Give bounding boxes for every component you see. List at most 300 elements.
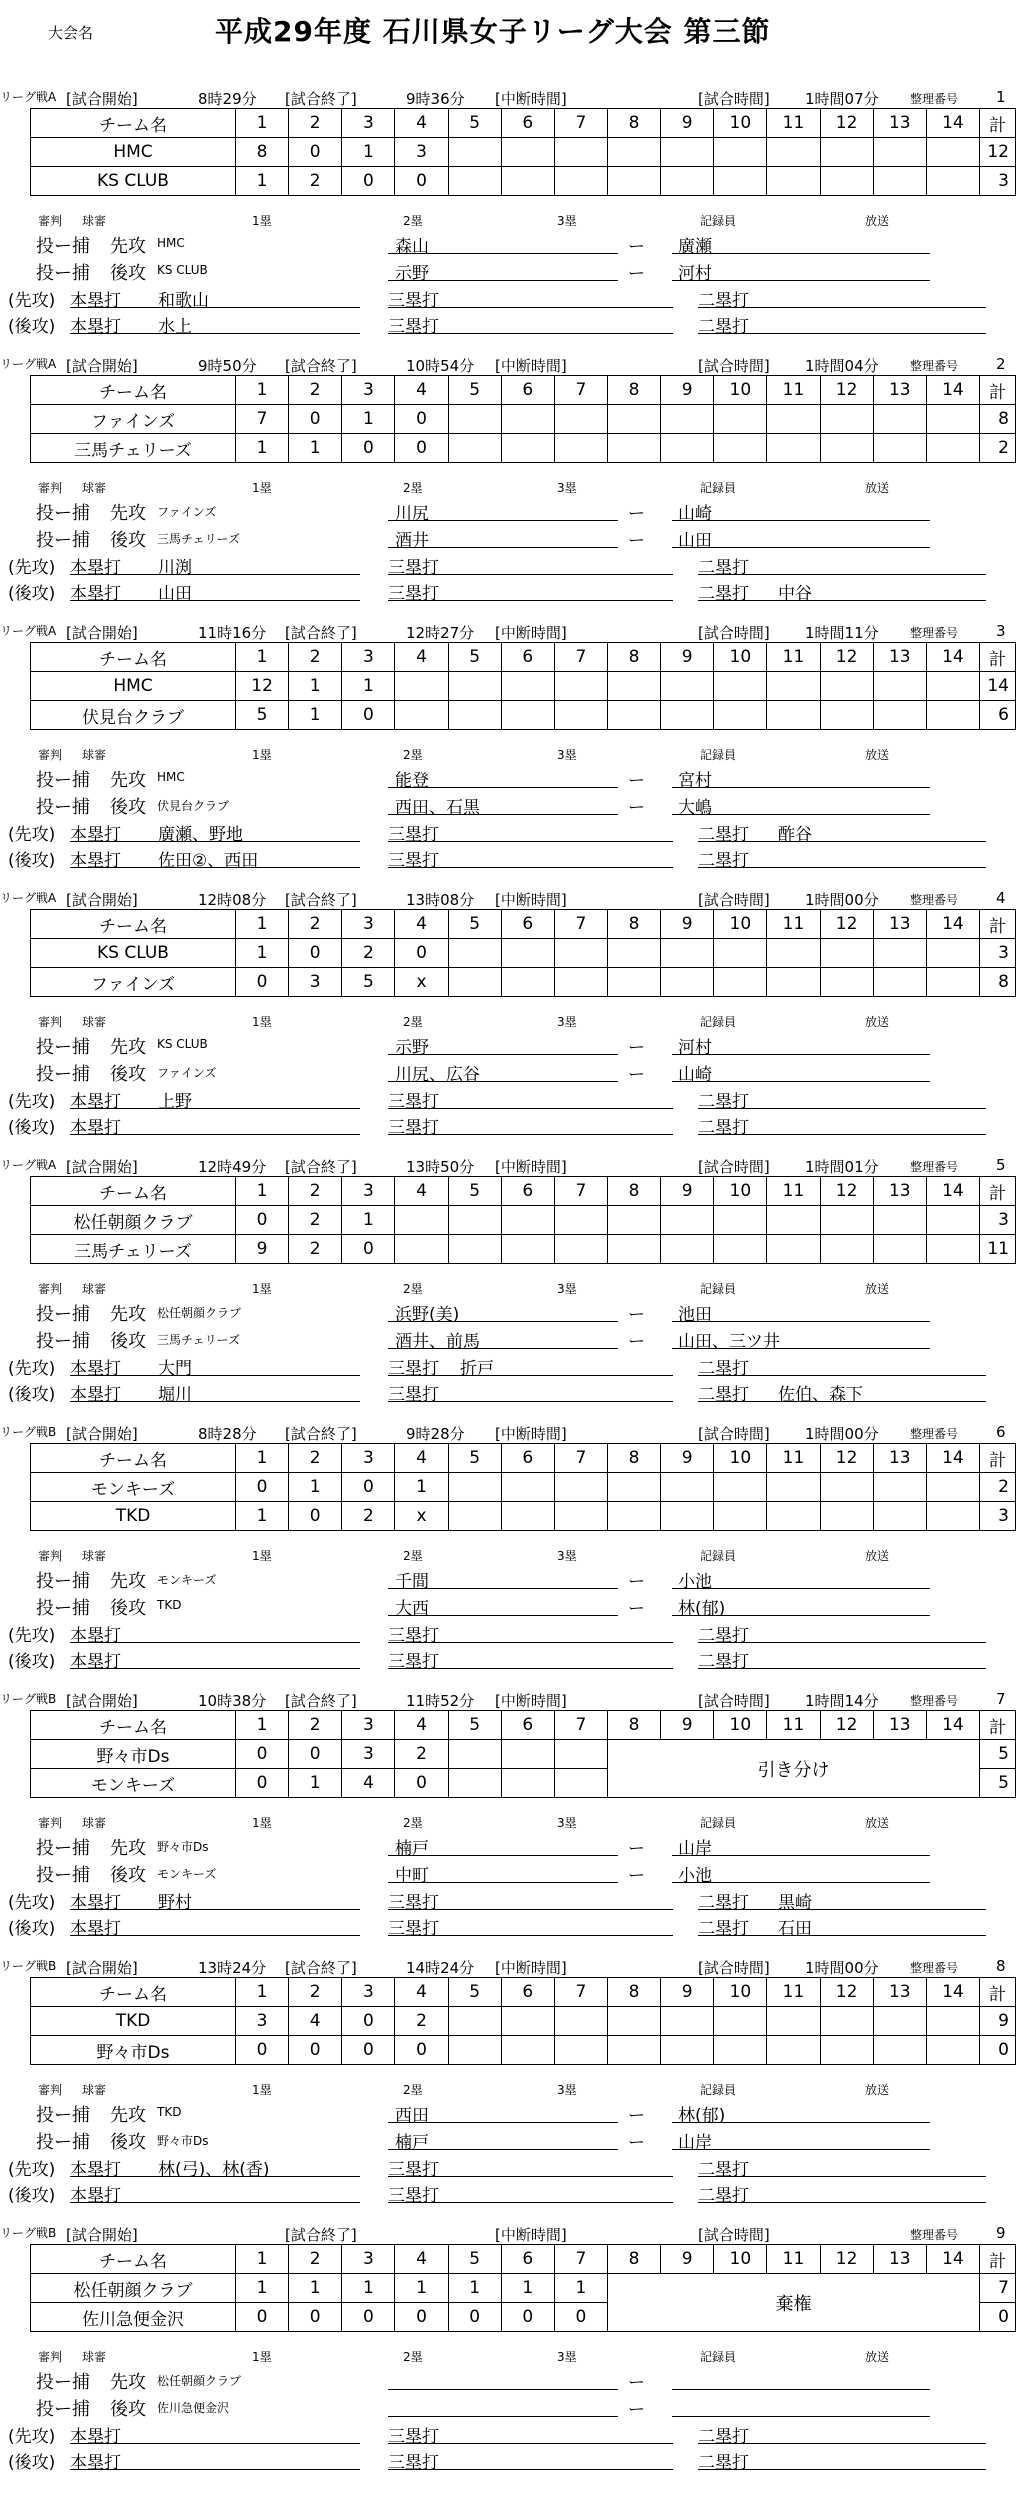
inning-header: 13 [873,376,926,405]
inning-score [501,405,554,434]
team-name-header: チーム名 [31,2245,236,2274]
inning-score [926,138,979,167]
bottom-paren-label: (後攻) [8,2453,56,2473]
battery-top-row [0,764,1024,790]
end-label: [試合終了] [285,1158,357,1176]
team-total: 5 [980,1769,1016,1798]
inning-score: 1 [236,434,289,463]
inning-score [767,1473,820,1502]
duration-time: 1時間01分 [805,1158,879,1176]
inning-score: 1 [289,2274,342,2303]
inning-score [554,405,607,434]
start-time: 13時24分 [198,1959,267,1977]
pitch-top-team: 松任朝顔クラブ [157,1306,242,1320]
inning-score [714,1502,767,1531]
inning-score: 3 [395,138,448,167]
inning-score [554,701,607,730]
inning-header: 4 [395,1711,448,1740]
result-note: 引き分け [607,1740,979,1798]
battery-dash: ー [628,1572,645,1592]
inning-score [395,672,448,701]
triple-label: 三塁打 [388,1893,439,1913]
team-total: 0 [980,2303,1016,2332]
inning-header: 8 [607,643,660,672]
hr-bottom: 水上 [158,317,192,337]
battery-label: 投ー捕 [36,1304,90,1325]
inning-score [607,434,660,463]
inning-score [714,1473,767,1502]
triple-label: 三塁打 [388,291,439,311]
top-paren-label: (先攻) [8,558,56,578]
inning-score [607,167,660,196]
pitcher-bottom: 川尻、広谷 [395,1065,480,1085]
broadcast-label: 放送 [865,1549,890,1563]
team-total: 2 [980,1473,1016,1502]
inning-score [873,701,926,730]
inning-header: 4 [395,376,448,405]
inning-score [448,1206,501,1235]
inning-score: 4 [289,2007,342,2036]
team-name: モンキーズ [31,1769,236,1798]
inning-header: 9 [661,109,714,138]
top-label: 先攻 [110,1304,146,1325]
hr-label: 本塁打 [70,1919,121,1939]
hr-top: 大門 [158,1359,192,1379]
suspend-label: [中断時間] [495,1959,567,1977]
inning-score [554,672,607,701]
inning-header: 14 [926,1177,979,1206]
inning-header: 10 [714,643,767,672]
inning-score [820,2036,873,2065]
inning-score [501,1502,554,1531]
battery-top-row [0,2366,1024,2392]
team-name: KS CLUB [31,167,236,196]
battery-label: 投ー捕 [36,1865,90,1886]
start-time: 10時38分 [198,1692,267,1710]
inning-score [501,2007,554,2036]
team-name: 三馬チェリーズ [31,1235,236,1264]
top-paren-label: (先攻) [8,1359,56,1379]
inning-header: 6 [501,1444,554,1473]
inning-header: 4 [395,1177,448,1206]
event-label: 大会名 [48,24,94,42]
inning-header: 1 [236,1978,289,2007]
game-details [0,742,1024,876]
plate-umpire-label: 球審 [82,2350,107,2364]
inning-header: 5 [448,1978,501,2007]
seq-number: 1 [996,88,1006,106]
inning-header: 13 [873,2245,926,2274]
end-label: [試合終了] [285,624,357,642]
game-meta [0,355,1024,377]
team-total: 12 [980,138,1016,167]
game-record [0,881,1024,1148]
second-base-umpire-label: 2塁 [403,1282,423,1296]
hr-label: 本塁打 [70,1359,121,1379]
game-details [0,1543,1024,1677]
inning-score [661,939,714,968]
inning-score [554,1473,607,1502]
league-label: リーグ戦A [0,624,57,638]
inning-header: 14 [926,1978,979,2007]
duration-label: [試合時間] [698,357,770,375]
game-record [0,1148,1024,1415]
inning-score: 8 [236,138,289,167]
inning-score [820,701,873,730]
inning-score [820,167,873,196]
team-name: 松任朝顔クラブ [31,2274,236,2303]
inning-score [554,1769,607,1798]
battery-label: 投ー捕 [36,2105,90,2126]
seq-label: 整理番号 [910,1961,959,1975]
inning-header: 3 [342,376,395,405]
inning-score: 0 [289,939,342,968]
double-label: 二塁打 [698,1385,749,1405]
inning-score [554,138,607,167]
battery-label: 投ー捕 [36,1037,90,1058]
inning-header: 3 [342,2245,395,2274]
bottom-label: 後攻 [110,1598,146,1619]
pitcher-top: 川尻 [395,504,429,524]
end-time: 13時50分 [406,1158,475,1176]
top-paren-label: (先攻) [8,2427,56,2447]
end-time: 11時52分 [406,1692,475,1710]
inning-header: 5 [448,1177,501,1206]
double-label: 二塁打 [698,584,749,604]
inning-score [714,939,767,968]
inning-score: 0 [342,434,395,463]
broadcast-label: 放送 [865,1015,890,1029]
total-header: 計 [980,910,1016,939]
inning-header: 1 [236,1711,289,1740]
broadcast-label: 放送 [865,2350,890,2364]
double-bottom: 中谷 [778,584,812,604]
inning-score [395,701,448,730]
inning-header: 2 [289,109,342,138]
end-label: [試合終了] [285,1425,357,1443]
inning-score: 1 [289,1769,342,1798]
battery-bottom-row [0,1325,1024,1351]
total-header: 計 [980,1177,1016,1206]
inning-header: 13 [873,1978,926,2007]
inning-score [554,968,607,997]
league-label: リーグ戦B [0,2226,57,2240]
inning-score [448,1502,501,1531]
recorder-label: 記録員 [700,1015,737,1029]
inning-header: 1 [236,1444,289,1473]
inning-score: 1 [395,2274,448,2303]
plate-umpire-label: 球審 [82,2083,107,2097]
double-label: 二塁打 [698,2160,749,2180]
pitch-top-team: KS CLUB [157,1037,208,1051]
inning-header: 6 [501,910,554,939]
umpire-label: 審判 [38,2083,63,2097]
battery-bottom-row [0,2393,1024,2419]
inning-header: 7 [554,1978,607,2007]
scoreboard [30,1977,1016,2065]
pitcher-bottom: 示野 [395,264,429,284]
inning-header: 10 [714,2245,767,2274]
inning-score: 0 [395,2303,448,2332]
triple-label: 三塁打 [388,1385,439,1405]
pitch-top-team: 野々市Ds [157,1840,209,1854]
inning-header: 4 [395,1978,448,2007]
pitch-top-team: TKD [157,2105,182,2119]
inning-score: 0 [554,2303,607,2332]
pitch-bottom-team: KS CLUB [157,263,208,277]
inning-score [554,2007,607,2036]
bottom-paren-label: (後攻) [8,1118,56,1138]
inning-score: 1 [342,672,395,701]
inning-score: 0 [236,1769,289,1798]
inning-header: 10 [714,1978,767,2007]
inning-score: 0 [395,167,448,196]
end-time: 14時24分 [406,1959,475,1977]
inning-score [661,1235,714,1264]
pitch-top-team: モンキーズ [157,1573,217,1587]
seq-number: 9 [996,2224,1006,2242]
hits-top-row [0,284,1024,310]
inning-score [554,1206,607,1235]
inning-score [448,939,501,968]
inning-score [820,405,873,434]
team-row [31,434,1016,463]
start-label: [試合開始] [66,1959,138,1977]
inning-score [767,2007,820,2036]
bottom-paren-label: (後攻) [8,2186,56,2206]
broadcast-label: 放送 [865,1282,890,1296]
battery-label: 投ー捕 [36,1838,90,1859]
second-base-umpire-label: 2塁 [403,481,423,495]
result-note: 棄権 [607,2274,979,2332]
top-paren-label: (先攻) [8,1092,56,1112]
first-base-umpire-label: 1塁 [252,214,272,228]
league-label: リーグ戦B [0,1959,57,1973]
inning-header: 9 [661,2245,714,2274]
inning-header: 3 [342,643,395,672]
inning-score [501,968,554,997]
inning-score [607,1206,660,1235]
end-label: [試合終了] [285,357,357,375]
inning-score: 0 [395,434,448,463]
inning-score [607,2007,660,2036]
inning-score: 0 [289,2036,342,2065]
end-label: [試合終了] [285,2226,357,2244]
inning-header: 13 [873,1444,926,1473]
inning-score [501,701,554,730]
inning-score [501,1206,554,1235]
inning-header: 7 [554,1444,607,1473]
start-label: [試合開始] [66,90,138,108]
battery-bottom-row [0,2126,1024,2152]
double-label: 二塁打 [698,317,749,337]
league-label: リーグ戦A [0,90,57,104]
team-name: 野々市Ds [31,2036,236,2065]
umpire-label: 審判 [38,1816,63,1830]
game-details [0,1276,1024,1410]
total-header: 計 [980,1711,1016,1740]
total-header: 計 [980,109,1016,138]
inning-score: 1 [342,2274,395,2303]
inning-score [448,968,501,997]
end-time: 10時54分 [406,357,475,375]
double-label: 二塁打 [698,1893,749,1913]
seq-number: 6 [996,1423,1006,1441]
game-meta [0,1156,1024,1178]
seq-label: 整理番号 [910,92,959,106]
inning-score [448,1769,501,1798]
inning-score [820,1206,873,1235]
team-name: 伏見台クラブ [31,701,236,730]
game-record [0,2216,1024,2483]
suspend-label: [中断時間] [495,891,567,909]
inning-score: 0 [289,2303,342,2332]
triple-label: 三塁打 [388,825,439,845]
battery-top-row [0,1298,1024,1324]
inning-score: 3 [342,1740,395,1769]
first-base-umpire-label: 1塁 [252,1549,272,1563]
hr-label: 本塁打 [70,2160,121,2180]
umpire-label: 審判 [38,481,63,495]
end-time: 12時27分 [406,624,475,642]
inning-score: 1 [501,2274,554,2303]
total-header: 計 [980,376,1016,405]
inning-score [873,167,926,196]
battery-dash: ー [628,1599,645,1619]
inning-header: 10 [714,1177,767,1206]
triple-label: 三塁打 [388,1652,439,1672]
inning-score: 2 [289,167,342,196]
broadcast-label: 放送 [865,481,890,495]
inning-header: 9 [661,376,714,405]
battery-dash: ー [628,264,645,284]
inning-header: 8 [607,109,660,138]
start-time: 11時16分 [198,624,267,642]
broadcast-label: 放送 [865,1816,890,1830]
team-name-header: チーム名 [31,109,236,138]
inning-header: 2 [289,376,342,405]
suspend-label: [中断時間] [495,357,567,375]
inning-score [501,1473,554,1502]
start-label: [試合開始] [66,624,138,642]
duration-label: [試合時間] [698,1692,770,1710]
double-label: 二塁打 [698,1092,749,1112]
seq-label: 整理番号 [910,359,959,373]
hr-label: 本塁打 [70,558,121,578]
inning-header: 2 [289,910,342,939]
inning-header: 12 [820,2245,873,2274]
battery-bottom-row [0,257,1024,283]
third-base-umpire-label: 3塁 [557,748,577,762]
inning-header: 5 [448,376,501,405]
battery-bottom-row [0,1592,1024,1618]
inning-score [661,1473,714,1502]
duration-label: [試合時間] [698,1158,770,1176]
battery-dash: ー [628,2400,645,2420]
catcher-top: 山岸 [678,1839,712,1859]
inning-score [767,968,820,997]
inning-score: 0 [342,701,395,730]
inning-header-row [31,1711,1016,1740]
inning-score: 0 [395,405,448,434]
inning-header: 14 [926,2245,979,2274]
seq-label: 整理番号 [910,2228,959,2242]
team-name: 佐川急便金沢 [31,2303,236,2332]
inning-header: 14 [926,1711,979,1740]
team-total: 0 [980,2036,1016,2065]
inning-header: 3 [342,910,395,939]
second-base-umpire-label: 2塁 [403,1015,423,1029]
inning-score [767,405,820,434]
inning-score [714,1206,767,1235]
battery-dash: ー [628,2373,645,2393]
hits-top-row [0,1886,1024,1912]
inning-header: 14 [926,109,979,138]
team-row [31,1206,1016,1235]
top-paren-label: (先攻) [8,2160,56,2180]
inning-header: 11 [767,910,820,939]
team-total: 14 [980,672,1016,701]
inning-score: 2 [395,2007,448,2036]
league-label: リーグ戦A [0,357,57,371]
first-base-umpire-label: 1塁 [252,1015,272,1029]
inning-header: 6 [501,2245,554,2274]
inning-header: 2 [289,1978,342,2007]
team-row [31,701,1016,730]
triple-label: 三塁打 [388,1118,439,1138]
triple-label: 三塁打 [388,1919,439,1939]
inning-score: 0 [236,1740,289,1769]
team-total: 8 [980,968,1016,997]
inning-score [554,2036,607,2065]
inning-score [448,405,501,434]
battery-label: 投ー捕 [36,1331,90,1352]
pitch-bottom-team: 佐川急便金沢 [157,2401,230,2415]
seq-number: 3 [996,622,1006,640]
hr-label: 本塁打 [70,2453,121,2473]
inning-score [501,1740,554,1769]
inning-score: 1 [236,1502,289,1531]
top-label: 先攻 [110,2105,146,2126]
game-meta [0,622,1024,644]
plate-umpire-label: 球審 [82,214,107,228]
inning-header: 13 [873,910,926,939]
battery-bottom-row [0,524,1024,550]
top-paren-label: (先攻) [8,1626,56,1646]
bottom-label: 後攻 [110,797,146,818]
inning-header: 7 [554,2245,607,2274]
battery-label: 投ー捕 [36,797,90,818]
inning-header: 14 [926,910,979,939]
inning-score [554,939,607,968]
pitcher-top: 西田 [395,2106,429,2126]
pitcher-top: 示野 [395,1038,429,1058]
game-record [0,1949,1024,2216]
inning-score: 0 [289,138,342,167]
pitcher-bottom: 楠戸 [395,2133,429,2153]
top-label: 先攻 [110,236,146,257]
hr-label: 本塁打 [70,825,121,845]
hits-top-row [0,2420,1024,2446]
inning-header: 1 [236,1177,289,1206]
inning-score: 0 [236,2036,289,2065]
inning-header: 3 [342,1711,395,1740]
battery-label: 投ー捕 [36,2399,90,2420]
pitch-top-team: HMC [157,770,185,784]
inning-header: 10 [714,376,767,405]
catcher-bottom: 山崎 [678,1065,712,1085]
suspend-label: [中断時間] [495,1425,567,1443]
